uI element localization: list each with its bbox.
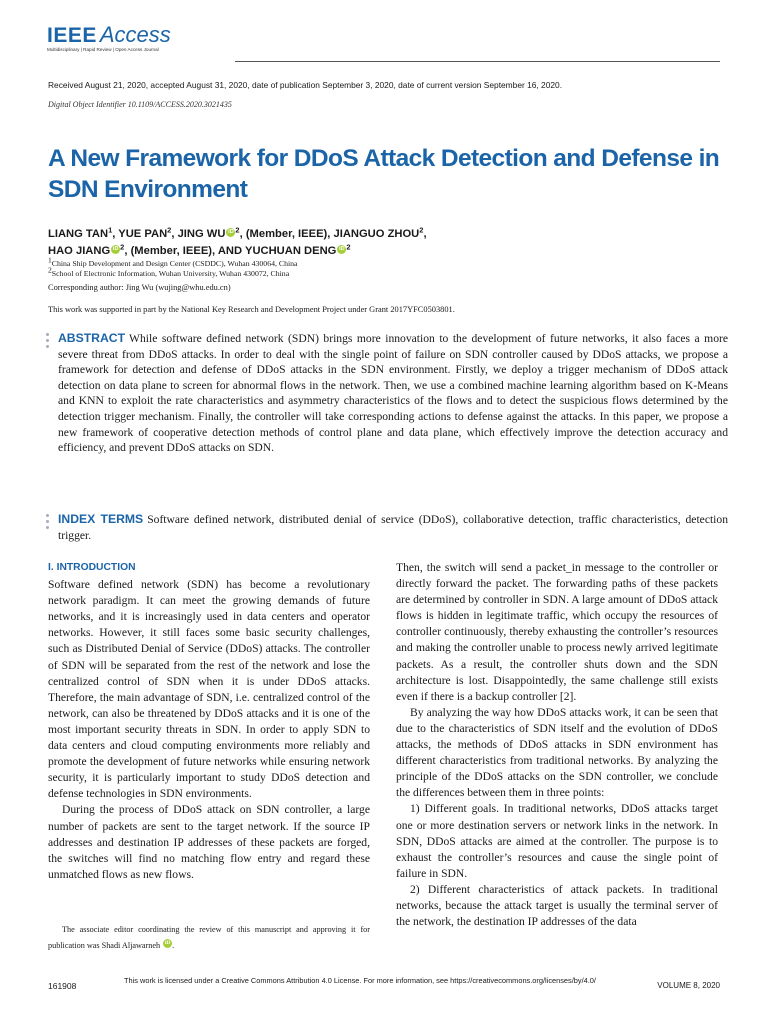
body-column-left bbox=[48, 560, 370, 883]
author-name: LIANG TAN bbox=[48, 228, 109, 240]
author-list: LIANG TAN$^1$, YUE PAN$^2$, JING WU iD $^2$, (Member, IEEE), JIANGUO ZHOU$^2$, HAO JIANG iD $^2$, (Member, IEEE), AND YUCHUAN DENG iD $^2$ bbox=[48, 225, 427, 257]
author-name: JING WU bbox=[177, 228, 226, 240]
author-name: JIANGUO ZHOU bbox=[333, 228, 420, 240]
author-affil-sup: 1 bbox=[108, 225, 113, 235]
body-column-right bbox=[396, 560, 718, 930]
doi-line: Digital Object Identifier 10.1109/ACCESS.2020.3021435 bbox=[48, 100, 232, 109]
orcid-icon[interactable]: iD bbox=[112, 246, 119, 252]
license-note[interactable]: This work is licensed under a Creative Commons Attribution 4.0 License. For more information, see https://creativecommons.org/licenses/by/4.0/ bbox=[124, 976, 596, 985]
author-name: YUE PAN bbox=[118, 228, 168, 240]
dots-marker-icon bbox=[46, 333, 50, 351]
body-paragraph: 2) Different characteristics of attack packets. In traditional networks, because the attack target is usually the terminal server of the network, the destination IP addresses of the data bbox=[396, 882, 718, 929]
body-paragraph: During the process of DDoS attack on SDN controller, a large number of packets are sent to the target network. If the source IP addresses and destination IP addresses of these packets are forged, the switches will find no matching flow entry and regard these unmatched flows as new flows. bbox=[48, 803, 370, 881]
received-dates: Received August 21, 2020, accepted August 31, 2020, date of publication September 3, 2020, date of current version September 16, 2020. bbox=[48, 80, 563, 90]
author-membership: (Member, IEEE) bbox=[130, 245, 213, 257]
author-membership: (Member, IEEE) bbox=[245, 228, 328, 240]
abstract bbox=[58, 331, 728, 456]
author-affil-sup: 2 bbox=[120, 242, 125, 252]
section-heading: I. INTRODUCTION bbox=[48, 562, 136, 573]
journal-logo bbox=[47, 22, 171, 48]
body-paragraph: By analyzing the way how DDoS attacks work, it can be seen that due to the characteristics of SDN itself and the evolution of DDoS attacks, the methods of DDoS attacks in SDN environment has different characteristics from traditional networks. By analyzing the principle of the DDoS attacks on the SDN controller, we conclude the differences between them in three points: bbox=[396, 705, 718, 800]
logo-ieee-text: IEEE bbox=[47, 24, 97, 47]
body-paragraph: 1) Different goals. In traditional networks, DDoS attacks target one or more destination servers or network links in the network. In SDN, DDoS attacks are aimed at the controller. The purpose is to exhaust the controller’s resources and cause the single point of failure in SDN. bbox=[396, 802, 718, 880]
author-name: HAO JIANG bbox=[48, 245, 111, 257]
author-and: AND bbox=[217, 245, 243, 257]
abstract-text: While software defined network (SDN) brings more innovation to the development of future networks, it also faces a more severe threat from DDoS attacks. In order to deal with the single point of failure on SDN controller caused by DDoS attacks, we propose a framework for detection and defense of DDoS attacks in the SDN environment. Firstly, we deploy a trigger mechanism of DDoS attack detection on data plane to screen for abnormal flows in the network. Then, we use a combined machine learning algorithm based on K-Means and KNN to exploit the rate characteristics and asymmetry characteristics of the flows and to detect the suspicious flows determined by the detection trigger mechanism. Finally, the controller will take corresponding actions to defense against the attacks. In this paper, we propose a new framework of cooperative detection methods of control plane and data plane, which effectively improve the detection accuracy and efficiency, and prevent DDoS attacks on SDN. bbox=[58, 332, 728, 455]
affiliation-line: $^1$China Ship Development and Design Center (CSDDC), Wuhan 430064, China bbox=[48, 255, 298, 268]
author-affil-sup: 2 bbox=[167, 225, 172, 235]
body-paragraph: Then, the switch will send a packet_in message to the controller or directly forward the packet. The forwarding paths of these packets are determined by controller in SDN. A large amount of DDoS attack flows is hidden in legitimate traffic, which occupy the resources of controller continuously, thereby exhausting the controller’s resources and making the controller unable to process newly arrived legitimate packets. As a result, the controller shuts down and the SDN architecture is lost. Disappointedly, the same challenge still exists even if there is a backup controller [2]. bbox=[396, 561, 718, 703]
abstract-label: ABSTRACT bbox=[58, 331, 126, 345]
index-terms bbox=[58, 512, 728, 543]
index-terms-label: INDEX TERMS bbox=[58, 512, 144, 526]
author-affil-sup: 2 bbox=[235, 225, 240, 235]
affiliation-line: $^2$School of Electronic Information, Wuhan University, Wuhan 430072, China bbox=[48, 264, 290, 278]
index-terms-text: Software defined network, distributed denial of service (DDoS), collaborative detection, traffic characteristics, detection trigger. bbox=[58, 513, 728, 542]
orcid-icon[interactable]: iD bbox=[228, 229, 234, 235]
corresponding-author: Corresponding author: Jing Wu (wujing@whu.edu.cn) bbox=[48, 283, 231, 292]
header-divider bbox=[235, 61, 720, 62]
logo-access-text: Access bbox=[99, 22, 171, 47]
volume-label: VOLUME 8, 2020 bbox=[657, 981, 720, 990]
author-affil-sup: 2 bbox=[419, 225, 424, 235]
orcid-icon[interactable]: iD bbox=[339, 246, 345, 252]
affiliations bbox=[48, 255, 298, 278]
editor-footnote: The associate editor coordinating the review of this manuscript and approving it for publication was Shadi Aljawarneh iD . bbox=[48, 925, 370, 950]
funding-note: This work was supported in part by the National Key Research and Development Project under Grant 2017YFC0503801. bbox=[48, 305, 455, 314]
author-affil-sup: 2 bbox=[346, 242, 351, 252]
dots-marker-icon bbox=[46, 514, 50, 532]
author-name: YUCHUAN DENG bbox=[244, 245, 337, 257]
orcid-icon[interactable]: iD bbox=[164, 940, 171, 946]
body-paragraph: Software defined network (SDN) has become a revolutionary network paradigm. It can meet the growing demands of future networks, and it is increasingly used in data centers and operator networks. However, it still faces some basic security challenges, such as Distributed Denial of Service (DDoS) attacks. The controller of SDN will be separated from the rest of the network and lose the centralized control of SDN when it is under DDoS attacks. Therefore, the main advantage of SDN, i.e. centralized control of the network, can also be threatened by DDoS attacks and it is one of the most important security threats in SDN. In order to apply SDN to data centers and cloud computing environments more reliably and promote the development of future networks while ensuring network security, it is particularly important to study DDoS detection and defense technologies in SDN environments. bbox=[48, 578, 370, 801]
paper-title: A New Framework for DDoS Attack Detection and Defense in SDN Environment bbox=[48, 145, 720, 203]
page-number: 161908 bbox=[48, 981, 77, 991]
logo-tagline: Multidisciplinary | Rapid Review | Open Access Journal bbox=[47, 47, 159, 52]
